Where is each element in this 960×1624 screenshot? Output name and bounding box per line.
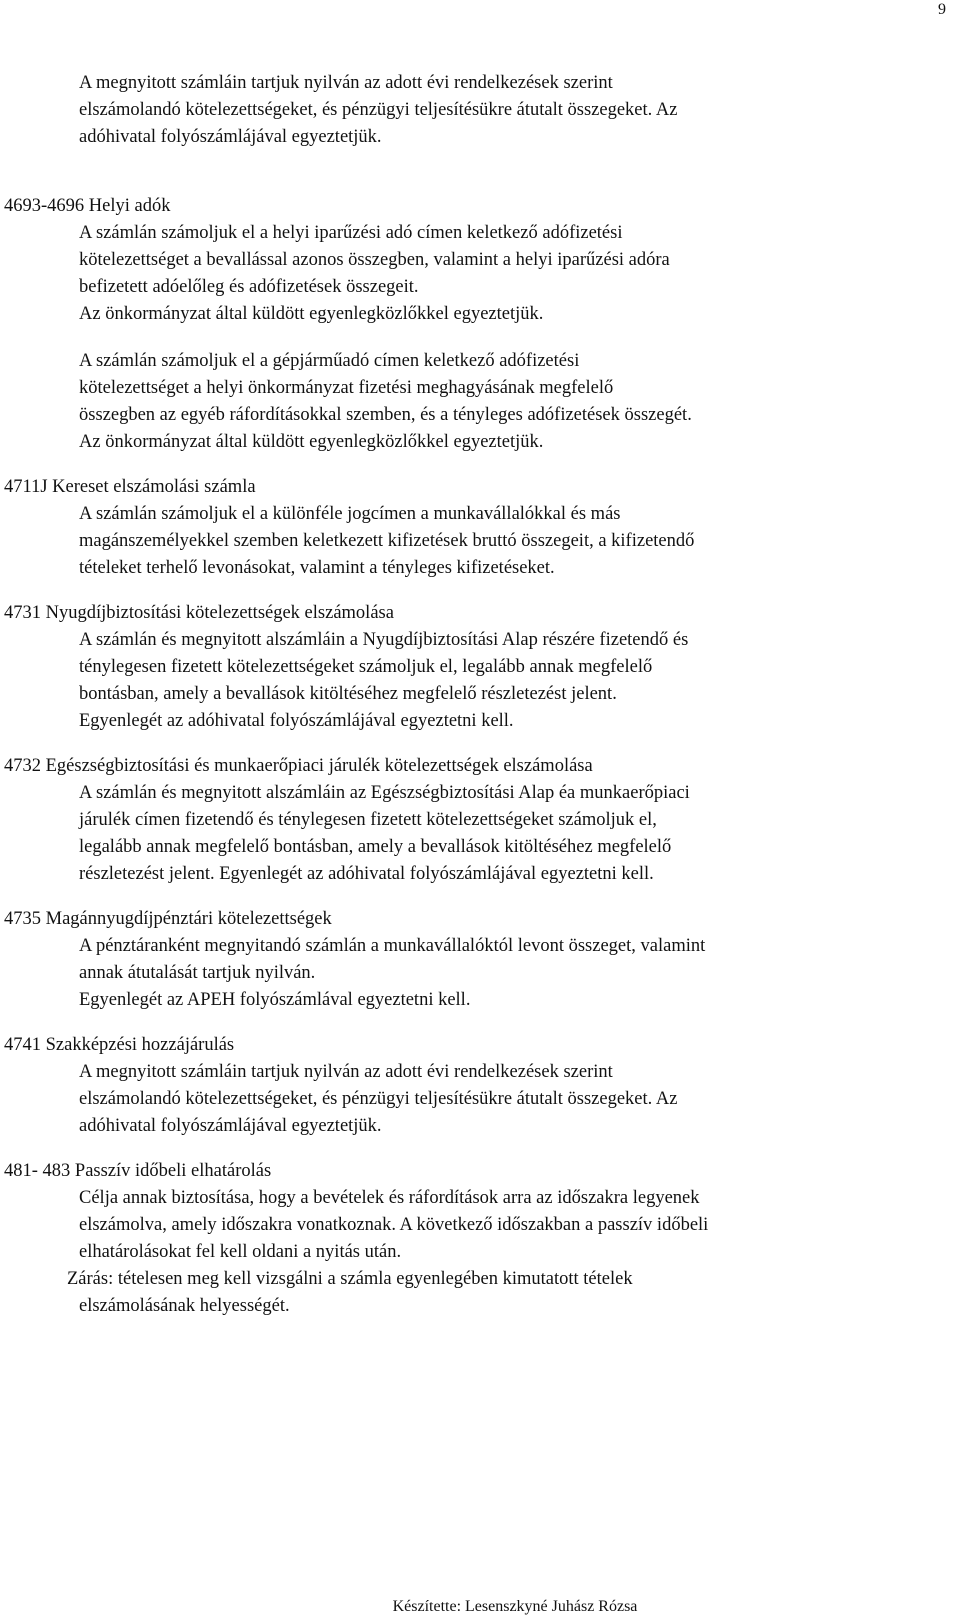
- text-line: adóhivatal folyószámlájával egyeztetjük.: [79, 127, 382, 147]
- zaras-line: Zárás: tételesen meg kell vizsgálni a számla egyenlegében kimutatott tételek: [67, 1269, 633, 1289]
- text-line: A számlán számoljuk el a különféle jogcímen a munkavállalókkal és más: [79, 504, 621, 524]
- text-line: Az önkormányzat által küldött egyenlegközlőkkel egyeztetjük.: [79, 432, 544, 452]
- text-line: Célja annak biztosítása, hogy a bevételek és ráfordítások arra az időszakra legyenek: [79, 1188, 700, 1208]
- text-line: ténylegesen fizetett kötelezettségeket számoljuk el, legalább annak megfelelő: [79, 657, 653, 677]
- text-line: kötelezettséget a helyi önkormányzat fizetési meghagyásának megfelelő: [79, 378, 614, 398]
- intro-paragraph: [4, 70, 944, 151]
- section-heading: 4731 Nyugdíjbiztosítási kötelezettségek elszámolása: [4, 603, 394, 623]
- text-line: részletezést jelent. Egyenlegét az adóhivatal folyószámlájával egyeztetni kell.: [79, 864, 654, 884]
- text-line: elszámolandó kötelezettségeket, és pénzügyi teljesítésükre átutalt összegeket. Az: [79, 100, 678, 120]
- page-number: 9: [938, 1, 946, 18]
- section-heading: 481- 483 Passzív időbeli elhatárolás: [4, 1161, 272, 1181]
- paragraph: [4, 627, 944, 735]
- text-line: elhatárolásokat fel kell oldani a nyitás után.: [79, 1242, 402, 1262]
- section-egeszsegbiztositasi: [4, 753, 944, 888]
- text-line: Egyenlegét az adóhivatal folyószámlájával egyeztetni kell.: [79, 711, 514, 731]
- section-helyi-adok: [4, 193, 944, 456]
- paragraph: [4, 1185, 944, 1266]
- paragraph: [4, 1059, 944, 1140]
- text-line: Az önkormányzat által küldött egyenlegközlőkkel egyeztetjük.: [79, 304, 544, 324]
- document-body: [4, 70, 944, 1320]
- section-heading: 4732 Egészségbiztosítási és munkaerőpiaci járulék kötelezettségek elszámolása: [4, 756, 593, 776]
- text-line: A számlán és megnyitott alszámláin az Egészségbiztosítási Alap éa munkaerőpiaci: [79, 783, 690, 803]
- section-heading: 4741 Szakképzési hozzájárulás: [4, 1035, 235, 1055]
- zaras-continuation: elszámolásának helyességét.: [79, 1296, 290, 1316]
- text-line: A számlán és megnyitott alszámláin a Nyugdíjbiztosítási Alap részére fizetendő és: [79, 630, 689, 650]
- text-line: A megnyitott számláin tartjuk nyilván az adott évi rendelkezések szerint: [79, 1062, 613, 1082]
- text-line: legalább annak megfelelő bontásban, amely a bevallások kitöltéséhez megfelelő: [79, 837, 672, 857]
- text-line: A pénztáranként megnyitandó számlán a munkavállalóktól levont összeget, valamint: [79, 936, 706, 956]
- section-heading: 4735 Magánnyugdíjpénztári kötelezettségek: [4, 909, 332, 929]
- section-nyugdijbiztositasi: [4, 600, 944, 735]
- text-line: bontásban, amely a bevallások kitöltéséhez megfelelő részletezést jelent.: [79, 684, 617, 704]
- text-line: A megnyitott számláin tartjuk nyilván az adott évi rendelkezések szerint: [79, 73, 613, 93]
- paragraph: [4, 933, 944, 1014]
- text-line: annak átutalását tartjuk nyilván.: [79, 963, 316, 983]
- text-line: elszámolva, amely időszakra vonatkoznak. A következő időszakban a passzív időbeli: [79, 1215, 709, 1235]
- paragraph: [4, 501, 944, 582]
- text-line: adóhivatal folyószámlájával egyeztetjük.: [79, 1116, 382, 1136]
- paragraph: [4, 780, 944, 888]
- text-line: kötelezettséget a bevallással azonos összegben, valamint a helyi iparűzési adóra: [79, 250, 670, 270]
- section-heading: 4693-4696 Helyi adók: [4, 196, 171, 216]
- text-line: A számlán számoljuk el a gépjárműadó címen keletkező adófizetési: [79, 351, 580, 371]
- section-heading: 4711J Kereset elszámolási számla: [4, 477, 256, 497]
- text-line: magánszemélyekkel szemben keletkezett kifizetések bruttó összegeit, a kifizetendő: [79, 531, 695, 551]
- text-line: összegben az egyéb ráfordításokkal szemben, és a tényleges adófizetések összegét.: [79, 405, 692, 425]
- section-kereset-elszamolasi: [4, 474, 944, 582]
- text-line: tételeket terhelő levonásokat, valamint a tényleges kifizetéseket.: [79, 558, 555, 578]
- paragraph: [4, 220, 944, 328]
- text-line: A számlán számoljuk el a helyi iparűzési adó címen keletkező adófizetési: [79, 223, 623, 243]
- page-footer: Készítette: Lesenszkyné Juhász Rózsa: [392, 1598, 638, 1615]
- section-szakkepzesi: [4, 1032, 944, 1140]
- section-passziv-idobeli: [4, 1158, 944, 1320]
- text-line: járulék címen fizetendő és ténylegesen fizetett kötelezettségeket számoljuk el,: [79, 810, 657, 830]
- text-line: elszámolandó kötelezettségeket, és pénzügyi teljesítésükre átutalt összegeket. Az: [79, 1089, 678, 1109]
- section-magannyugdijpenztari: [4, 906, 944, 1014]
- paragraph: [4, 348, 944, 456]
- text-line: Egyenlegét az APEH folyószámlával egyeztetni kell.: [79, 990, 471, 1010]
- text-line: befizetett adóelőleg és adófizetések összegeit.: [79, 277, 419, 297]
